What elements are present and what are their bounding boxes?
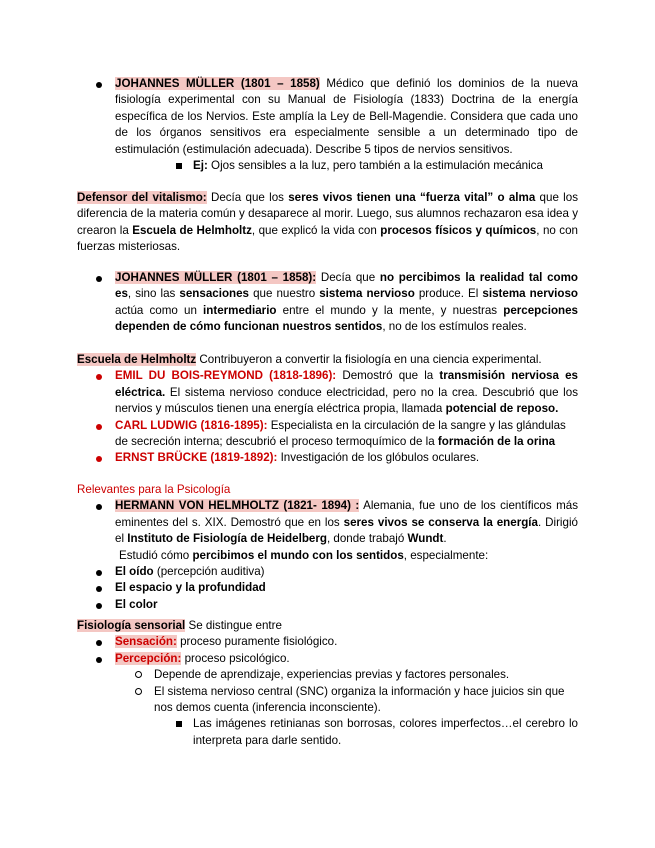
list-item	[0, 716, 655, 749]
text-span: , no con fuerzas misteriosas.	[77, 223, 578, 254]
perception-label: Percepción:	[115, 651, 182, 665]
bold-span: Instituto de Fisiología de Heidelberg	[127, 532, 327, 546]
text-span: , sino las	[127, 287, 180, 301]
bold-span: transmisión nerviosa es eléctrica.	[115, 369, 578, 399]
bold-span: El espacio y la profundidad	[115, 581, 266, 595]
bold-span: procesos físicos y químicos	[380, 223, 537, 237]
text-span: Decía que los	[206, 191, 289, 204]
section-heading: Relevantes para la Psicología	[77, 483, 231, 496]
list-item	[0, 597, 655, 613]
text-span: Depende de aprendizaje, experiencias previas y factores personales.	[154, 668, 510, 682]
text-span: proceso psicológico.	[181, 651, 290, 665]
circle-bullet-icon	[135, 688, 142, 695]
text-span: , no de los estímulos reales.	[382, 320, 527, 334]
text-span: proceso puramente fisiológico.	[176, 635, 338, 649]
text-span: que nuestro	[249, 287, 320, 301]
example-label: Ej:	[193, 159, 208, 173]
scientist-name: EMIL DU BOIS-REYMOND (1818-1896):	[115, 369, 337, 383]
text-span: Especialista en la circulación de la sangre y las glándulas de secreción interna; descubrió el proceso termoquímico de la	[115, 418, 566, 449]
text-span: Demostró que la	[336, 369, 440, 383]
bullet-icon	[96, 424, 102, 430]
helmholtz-school-section	[0, 352, 655, 467]
text-span: . Dirigió el	[115, 515, 578, 546]
bold-span: sistema nervioso	[319, 287, 415, 301]
list-item	[0, 667, 655, 683]
muller-section-1	[0, 76, 655, 174]
text-span: Decía que	[316, 271, 380, 284]
example-text: Ojos sensibles a la luz, pero también a la estimulación mecánica	[207, 159, 543, 173]
list-item	[0, 418, 655, 451]
text-span: El sistema nervioso central (SNC) organiza la información y hace juicios sin que nos demos cuenta (inferencia inconsciente).	[154, 684, 565, 715]
bold-span: no percibimos la realidad tal como es	[115, 271, 579, 301]
text-span: Investigación de los glóbulos oculares.	[277, 451, 480, 465]
muller-name-highlight: JOHANNES MÜLLER (1801 – 1858)	[115, 77, 320, 90]
bold-span: El oído	[115, 565, 154, 579]
sensory-physiology-label: Fisiología sensorial	[77, 619, 186, 632]
text-span: , que explicó la vida con	[251, 223, 381, 237]
bullet-icon	[96, 276, 102, 282]
text-span: produce. El	[414, 287, 483, 301]
text-span: Estudió cómo	[119, 548, 193, 562]
bold-span: Wundt	[407, 532, 444, 546]
sensory-physiology-intro	[0, 618, 655, 634]
bullet-icon	[96, 504, 102, 510]
list-item	[0, 76, 655, 158]
relevant-psychology-section	[0, 482, 655, 613]
bold-span: percibimos el mundo con los sentidos	[192, 548, 404, 562]
text-span: El sistema nervioso conduce electricidad, pero no la crea. Descubrió que los nervios y músculos tienen una energía eléctrica propia, llamada	[115, 385, 578, 416]
square-bullet-icon	[176, 721, 182, 727]
circle-bullet-icon	[135, 671, 142, 678]
bullet-icon	[96, 570, 102, 576]
bold-span: potencial de reposo.	[445, 402, 559, 416]
list-item	[0, 634, 655, 650]
sensation-label: Sensación:	[115, 635, 177, 649]
helmholtz-name-highlight: HERMANN VON HELMHOLTZ (1821- 1894) :	[115, 499, 360, 513]
bullet-icon	[96, 456, 102, 462]
text-span: Se distingue entre	[185, 619, 282, 632]
text-span: entre el mundo y la mente, y nuestras	[276, 303, 504, 317]
bullet-icon	[96, 586, 102, 592]
bullet-icon	[96, 603, 102, 609]
bold-span: Escuela de Helmholtz	[132, 223, 252, 237]
list-item	[0, 270, 655, 336]
bold-span: seres vivos tienen una “fuerza vital” o alma	[288, 191, 536, 204]
bold-span: sistema nervioso	[482, 287, 578, 301]
bold-span: sensaciones	[179, 287, 250, 301]
text-span: actúa como un	[115, 303, 204, 317]
bold-span: formación de la orina	[437, 435, 556, 449]
text-span: Contribuyeron a convertir la fisiología en una ciencia experimental.	[196, 353, 542, 366]
bullet-icon	[96, 374, 102, 380]
list-item	[0, 651, 655, 667]
muller-name-highlight: JOHANNES MÜLLER (1801 – 1858):	[115, 271, 317, 284]
sensory-physiology-section	[0, 618, 655, 749]
muller-description: Médico que definió los dominios de la nueva fisiología experimental con su Manual de Fisiología (1833) Doctrina de la energía específica de los Nervios. Este amplía la Ley de Bell-Magendie. Considera que cada uno de los órganos sensitivos era especialmente sensible a un determinado tipo de estimulación (estimulación adecuada). Describe 5 tipos de nervios sensitivos.	[115, 77, 578, 156]
bold-span: intermediario	[203, 303, 277, 317]
list-item	[0, 564, 655, 580]
list-item	[0, 368, 655, 417]
vitalismo-paragraph	[0, 190, 655, 256]
scientist-name: ERNST BRÜCKE (1819-1892):	[115, 451, 278, 465]
list-item	[0, 450, 655, 466]
muller-section-2	[0, 270, 655, 336]
list-item	[0, 158, 655, 174]
text-span: Las imágenes retinianas son borrosas, colores imperfectos…el cerebro lo interpreta para darle sentido.	[193, 717, 578, 747]
text-span: .	[443, 532, 447, 546]
bullet-icon	[96, 640, 102, 646]
square-bullet-icon	[176, 163, 182, 169]
scientist-name: CARL LUDWIG (1816-1895):	[115, 418, 268, 432]
helmholtz-study-line	[0, 548, 655, 564]
bullet-icon	[96, 657, 102, 663]
text-span: , especialmente:	[403, 548, 489, 562]
text-span: , donde trabajó	[326, 532, 408, 546]
list-item	[0, 684, 655, 717]
list-item	[0, 498, 655, 547]
helmholtz-school-intro	[0, 352, 655, 368]
bold-span: El color	[115, 597, 158, 611]
list-item	[0, 580, 655, 596]
text-span: Alemania, fue uno de los científicos más eminentes del s. XIX. Demostró que en los	[115, 499, 579, 529]
text-span: que los diferencia de la materia común y desaparece al morir. Luego, sus alumnos rechazaron esa idea y crearon la	[77, 191, 578, 237]
text-span: (percepción auditiva)	[153, 565, 265, 579]
vitalismo-label: Defensor del vitalismo:	[77, 191, 207, 204]
helmholtz-school-label: Escuela de Helmholtz	[77, 353, 197, 366]
bold-span: seres vivos se conserva la energía	[343, 515, 538, 529]
bullet-icon	[96, 82, 102, 88]
bold-span: percepciones dependen de cómo funcionan nuestros sentidos	[115, 303, 578, 334]
